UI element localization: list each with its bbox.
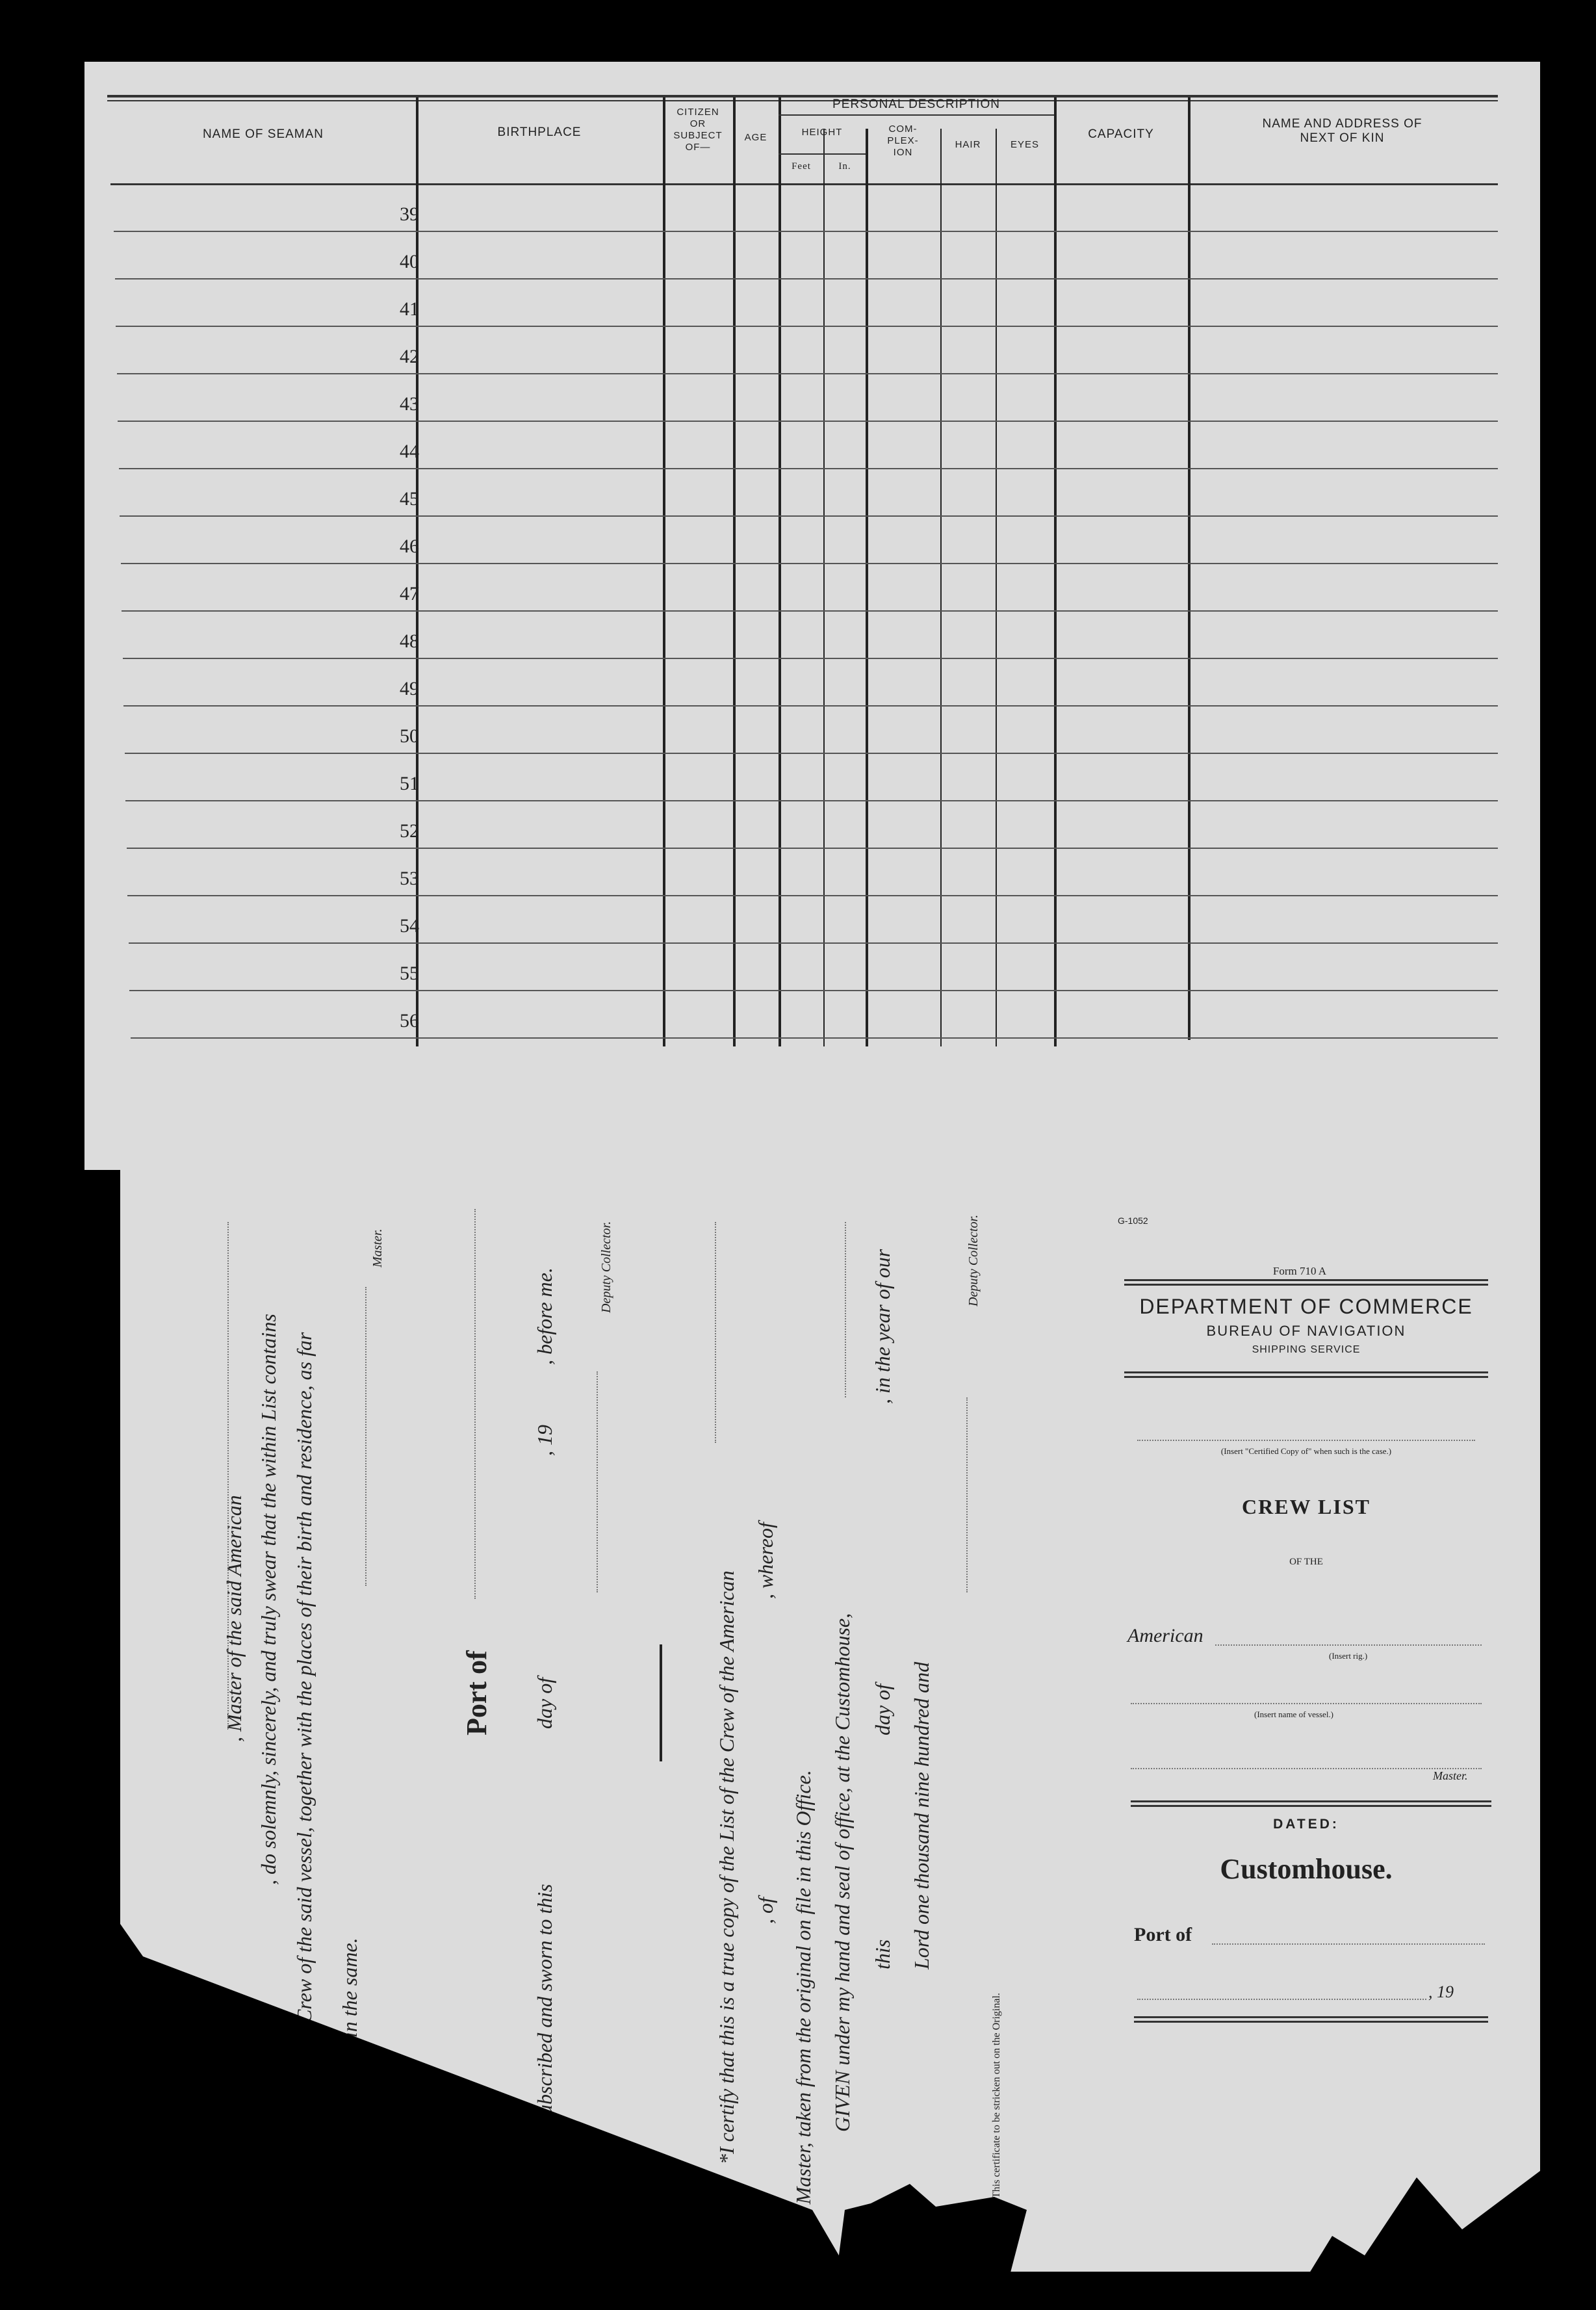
american-label: American [1127,1625,1203,1646]
service-title: SHIPPING SERVICE [1252,1344,1361,1355]
row-number: 54 [400,915,419,937]
insert-rig-note: (Insert rig.) [1329,1651,1368,1661]
year-19-label: , 19 [1428,1982,1454,2001]
lord-text: Lord one thousand nine hundred and [910,1661,933,1969]
form-number: Form 710 A [1272,1265,1327,1277]
footnote: *This certificate to be stricken out on the Original. [991,1993,1002,2203]
row-number: 56 [400,1010,419,1032]
oath-port-of: Port of [461,1650,493,1735]
dated-label: DATED: [1273,1817,1339,1832]
row-number: 39 [400,203,419,225]
row-number: 44 [400,441,419,462]
header-birthplace: BIRTHPLACE [497,125,582,139]
certify-text: *I certify that this is a true copy of the List of the Crew of the American [715,1570,738,2164]
oath-line-2: , do solemnly, sincerely, and truly swear that the within List contains [257,1314,280,1885]
insert-certified-note: (Insert "Certified Copy of" when such is the case.) [1220,1446,1392,1456]
header-capacity: CAPACITY [1088,127,1154,141]
bureau-title: BUREAU OF NAVIGATION [1206,1323,1406,1339]
row-number: 46 [400,536,419,557]
subscribed-before-me: , before me. [533,1267,556,1365]
header-feet: Feet [792,161,811,172]
this-text: this [871,1939,894,1969]
row-number: 40 [400,251,419,272]
row-number: 52 [400,820,419,842]
header-height: HEIGHT [801,127,843,138]
certify-whereof: , whereof [754,1522,777,1599]
row-number: 43 [400,393,419,415]
oath-line-4: tain the same. [338,1938,361,2054]
oath-line-1: , Master of the said American [222,1495,246,1742]
department-title: DEPARTMENT OF COMMERCE [1139,1295,1473,1318]
deputy-collector-1: Deputy Collector. [599,1221,613,1313]
deputy-collector-2: Deputy Collector. [966,1214,981,1306]
header-personal-description: PERSONAL DESCRIPTION [832,97,1000,111]
header-hair: HAIR [955,139,981,150]
port-of-label: Port of [1134,1924,1192,1945]
form-code: G-1052 [1118,1215,1148,1226]
torn-bottom-notch [832,2184,1027,2310]
row-number: 42 [400,346,419,367]
row-number: 49 [400,678,419,699]
crew-list-title: CREW LIST [1242,1495,1371,1518]
header-name: NAME OF SEAMAN [202,127,324,141]
customhouse-label: Customhouse. [1220,1853,1393,1885]
row-number: 47 [400,583,419,604]
given-text: GIVEN under my hand and seal of office, at the Customhouse, [830,1613,854,2132]
header-age: AGE [744,132,767,143]
torn-left-corner [0,1170,871,2310]
master-signature-label: Master. [370,1228,385,1267]
subscribed-text: Subscribed and sworn to this [533,1884,556,2125]
torn-right-corner [1287,2171,1596,2310]
master-label: Master. [1433,1769,1468,1782]
oath-line-3: the Crew of the said vessel, together with the places of their birth and residence, as far [292,1332,316,2054]
header-citizen: CITIZEN OR SUBJECT OF— [673,107,723,153]
header-inches: In. [838,161,851,172]
in-year-text: , in the year of our [871,1249,894,1404]
row-number: 41 [400,298,419,320]
master-taken-text: ; Master, taken from the original on file in this Office. [792,1770,815,2216]
row-number: 48 [400,630,419,652]
header-eyes: EYES [1010,139,1040,150]
header-complexion: COM- PLEX- ION [887,123,919,158]
row-number: 55 [400,963,419,984]
row-number: 50 [400,725,419,747]
of-the-label: OF THE [1289,1557,1323,1567]
insert-vessel-note: (Insert name of vessel.) [1254,1709,1334,1719]
certify-of: , of [754,1897,777,1924]
subscribed-19: , 19 [533,1425,556,1456]
subscribed-day-of: day of [533,1677,556,1729]
row-number: 45 [400,488,419,510]
day-of-2: day of [871,1683,894,1735]
header-next-of-kin: NAME AND ADDRESS OF NEXT OF KIN [1262,117,1422,145]
row-number: 51 [400,773,419,794]
row-number: 53 [400,868,419,889]
